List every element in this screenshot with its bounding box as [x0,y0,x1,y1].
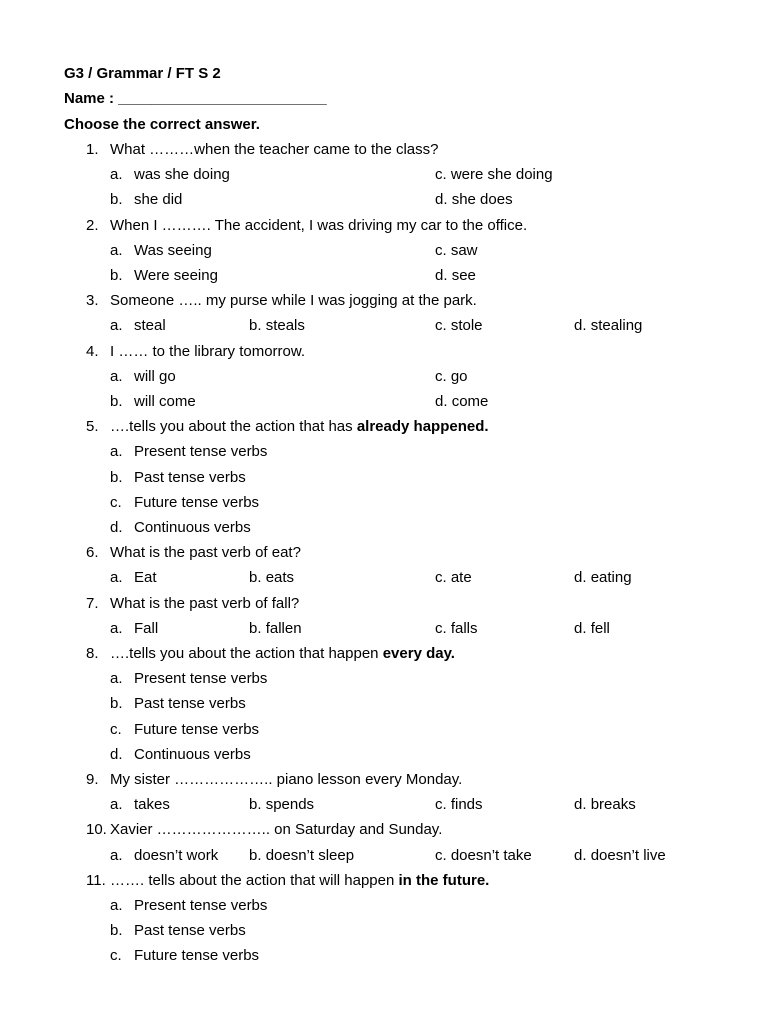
question-text-emphasis: every day. [382,645,455,662]
question-row [0,341,768,363]
option-text: will come [134,393,196,410]
option-text: fallen [265,620,302,637]
question-text-emphasis: already happened. [356,418,489,435]
option-text: breaks [590,796,636,813]
question-number: 7. [86,595,99,612]
option-letter: b. [249,796,262,813]
option-letter: a. [110,620,123,637]
option-text: Continuous verbs [134,746,251,763]
options-row [0,189,768,211]
option [435,845,532,867]
option-text: Was seeing [134,242,212,259]
question-text [110,870,489,892]
option-letter: a. [110,569,123,586]
question-row [0,819,768,841]
option-text: Present tense verbs [134,897,268,914]
option-letter: d. [574,847,587,864]
option-letter: a. [110,847,123,864]
option-text: see [451,267,476,284]
option-text: doesn’t live [590,847,666,864]
question-number: 9. [86,771,99,788]
question-row [0,593,768,615]
question-row [0,215,768,237]
options-row [0,517,768,539]
options-row [0,920,768,942]
option-text: steal [134,317,166,334]
question-text [110,542,301,564]
option-text: Present tense verbs [134,670,268,687]
option-text: was she doing [134,166,230,183]
option-letter: d. [574,796,587,813]
question-text-plain: What is the past verb of fall? [110,595,300,612]
options-row [0,467,768,489]
option-letter: d. [574,620,587,637]
question-number: 8. [86,645,99,662]
option-text: she does [451,191,513,208]
option-text: takes [134,796,170,813]
options-row [0,719,768,741]
option-text: Future tense verbs [134,494,260,511]
question-row [0,542,768,564]
option-letter: c. [435,166,447,183]
option-text: steals [265,317,305,334]
option [435,315,483,337]
option-text: will go [134,368,176,385]
option [574,315,642,337]
option-text: doesn’t work [134,847,219,864]
question-number: 5. [86,418,99,435]
question-number: 10. [86,821,107,838]
option [435,265,476,287]
option [249,567,294,589]
question-text-plain: My sister ……………….. piano lesson every Monday. [110,771,463,788]
options-row [0,492,768,514]
option-letter: a. [110,670,123,687]
option-letter: c. [435,796,447,813]
question-text-plain: ……. tells about the action that will happen [110,872,399,889]
question-text [110,215,527,237]
options-row [0,240,768,262]
question-row [0,769,768,791]
option [435,164,553,186]
option-letter: b. [110,191,123,208]
question-number: 1. [86,141,99,158]
option-letter: c. [435,242,447,259]
option-text: Continuous verbs [134,519,251,536]
option-text: Past tense verbs [134,695,246,712]
option-letter: a. [110,242,123,259]
question-text [110,416,489,438]
option-letter: b. [249,317,262,334]
option-text: Future tense verbs [134,947,260,964]
option-letter: c. [435,620,447,637]
option-letter: d. [435,267,448,284]
option-text: Eat [134,569,157,586]
option-letter: d. [435,191,448,208]
option-text: Past tense verbs [134,922,246,939]
question-text-plain: Xavier ………………….. on Saturday and Sunday. [110,821,443,838]
options-row [0,315,768,337]
option [574,845,666,867]
option [435,391,488,413]
option-text: doesn’t sleep [265,847,355,864]
question-text [110,643,455,665]
option-text: saw [450,242,478,259]
question-row [0,290,768,312]
option-letter: c. [435,569,447,586]
question-text-plain: When I ………. The accident, I was driving my car to the office. [110,217,528,234]
option-letter: b. [110,267,123,284]
option-letter: b. [110,922,123,939]
option-text: eating [590,569,632,586]
question-text [110,819,442,841]
options-row [0,744,768,766]
option [435,189,513,211]
option-text: she did [134,191,183,208]
question-text [110,290,477,312]
option-text: spends [265,796,315,813]
option-text: falls [450,620,478,637]
question-number: 6. [86,544,99,561]
option-text: Were seeing [134,267,218,284]
question-text [110,769,462,791]
option [249,794,314,816]
option-letter: b. [110,469,123,486]
question-text-plain: ….tells you about the action that has [110,418,357,435]
option [574,794,636,816]
question-text-emphasis: in the future. [398,872,490,889]
instruction: Choose the correct answer. [64,116,260,133]
option-letter: d. [110,746,123,763]
option-text: Past tense verbs [134,469,246,486]
option-letter: b. [249,569,262,586]
option [435,366,468,388]
options-row [0,567,768,589]
question-text [110,593,299,615]
option [249,618,302,640]
question-row [0,870,768,892]
options-row [0,618,768,640]
question-number: 2. [86,217,99,234]
option-letter: b. [249,620,262,637]
options-row [0,164,768,186]
question-number: 3. [86,292,99,309]
option-text: Fall [134,620,159,637]
question-row [0,643,768,665]
option-letter: c. [435,368,447,385]
options-row [0,668,768,690]
question-text [110,139,438,161]
option [249,315,305,337]
question-text-plain: What ………when the teacher came to the class? [110,141,439,158]
option-letter: a. [110,368,123,385]
question-text [110,341,305,363]
options-row [0,845,768,867]
option-letter: d. [110,519,123,536]
option-text: were she doing [450,166,553,183]
option-letter: c. [435,847,447,864]
option-text: Future tense verbs [134,721,260,738]
option-letter: b. [249,847,262,864]
option-text: Present tense verbs [134,443,268,460]
question-text-plain: What is the past verb of eat? [110,544,301,561]
question-number: 11. [86,872,106,889]
option-letter: b. [110,695,123,712]
option-text: finds [450,796,483,813]
option-text: stole [450,317,483,334]
question-row [0,416,768,438]
option-text: eats [265,569,295,586]
option-letter: c. [110,494,122,511]
question-text-plain: ….tells you about the action that happen [110,645,383,662]
question-text-plain: I …… to the library tomorrow. [110,343,306,360]
question-number: 4. [86,343,99,360]
name-label: Name : _________________________ [64,90,327,107]
options-row [0,265,768,287]
option-letter: a. [110,796,123,813]
options-row [0,366,768,388]
options-row [0,391,768,413]
option-text: fell [590,620,610,637]
option-text: go [450,368,468,385]
option-letter: c. [110,947,122,964]
option [435,618,478,640]
option [574,567,632,589]
option-letter: d. [574,569,587,586]
option-text: ate [450,569,472,586]
option-letter: a. [110,166,123,183]
question-text-plain: Someone ….. my purse while I was jogging at the park. [110,292,477,309]
option [435,240,478,262]
options-row [0,441,768,463]
options-row [0,693,768,715]
worksheet-title: G3 / Grammar / FT S 2 [64,65,221,82]
question-row [0,139,768,161]
option [435,567,472,589]
option-letter: c. [435,317,447,334]
option-text: come [451,393,489,410]
option [435,794,483,816]
option-text: stealing [590,317,643,334]
option-letter: b. [110,393,123,410]
option-letter: a. [110,443,123,460]
options-row [0,895,768,917]
option-text: doesn’t take [450,847,532,864]
option [574,618,610,640]
option-letter: c. [110,721,122,738]
option-letter: a. [110,317,123,334]
option-letter: a. [110,897,123,914]
options-row [0,794,768,816]
option-letter: d. [574,317,587,334]
option [249,845,354,867]
options-row [0,945,768,967]
option-letter: d. [435,393,448,410]
